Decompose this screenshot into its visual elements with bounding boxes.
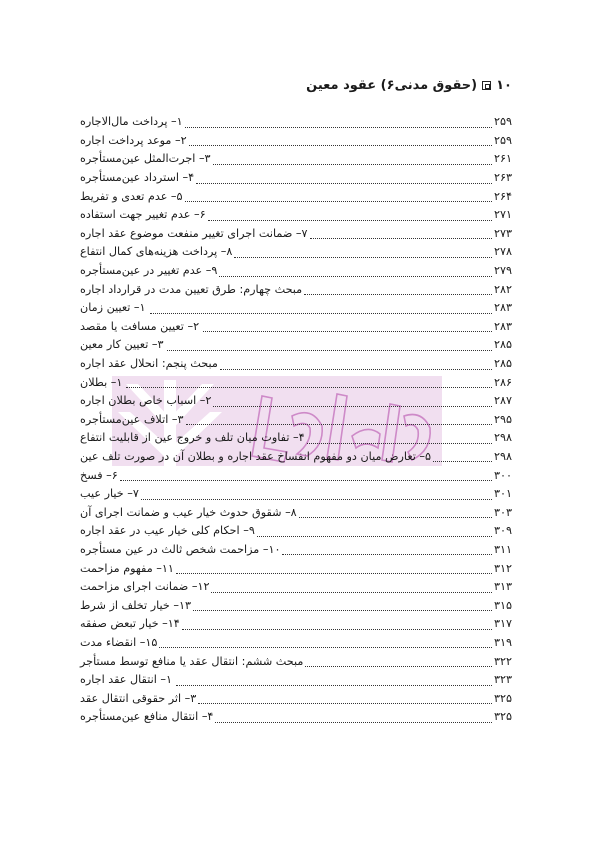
toc-entry[interactable]: ۸– شقوق حدوث خیار عیب و ضمانت اجرای آن ۳۰۳ [80,503,520,522]
page-ref: ۲۹۵ [494,412,513,426]
toc-entry[interactable]: ۷– خیار عیب ۳۰۱ [80,485,520,504]
dot-leader [198,693,492,704]
toc-entry[interactable]: ۲– اسباب خاص بطلان اجاره ۲۸۷ [80,392,520,411]
dot-leader [213,396,492,407]
page-ref: ۳۲۳ [494,673,513,687]
page-ref: ۳۲۲ [494,654,513,668]
toc-entry[interactable]: ۵– عدم تعدی و تفریط ۲۶۴ [80,187,520,206]
page-ref: ۳۱۹ [494,635,513,649]
toc-entry[interactable]: ۱– بطلان ۲۸۶ [80,373,520,392]
page-ref: ۲۶۴ [494,189,513,203]
dot-leader [219,266,492,277]
page-ref: ۲۸۳ [494,319,513,333]
page-ref: ۳۱۲ [494,561,513,575]
dot-leader [167,340,492,351]
toc-entry[interactable]: ۱۱– مفهوم مزاحمت ۳۱۲ [80,559,520,578]
page-ref: ۲۶۱ [494,152,513,166]
dot-leader [185,191,492,202]
dot-leader [257,526,492,537]
toc-entry[interactable]: ۱۴– خیار تبعض صفقه ۳۱۷ [80,615,520,634]
dot-leader [203,321,492,332]
page-ref: ۲۷۹ [494,264,513,278]
page-ref: ۲۵۹ [494,133,513,147]
page-ref: ۲۷۳ [494,226,513,240]
page-ref: ۲۸۵ [494,357,513,371]
page-ref: ۲۹۸ [494,431,513,445]
dot-leader [193,600,492,611]
table-of-contents [80,113,520,727]
page-number: ۱۰ [496,78,512,93]
square-ornament-icon [482,81,491,90]
toc-entry[interactable]: ۸– پرداخت هزینه‌های کمال انتفاع ۲۷۸ [80,243,520,262]
toc-entry[interactable]: ۶– فسخ ۳۰۰ [80,466,520,485]
dot-leader [234,247,492,258]
toc-entry[interactable]: ۱– پرداخت مال‌الاجاره ۲۵۹ [80,113,520,132]
dot-leader [282,544,492,555]
page-ref: ۲۸۲ [494,282,513,296]
toc-section-heading[interactable]: مبحث ششم: انتقال عقد یا منافع توسط مستأجر ۳۲۲ [80,652,520,671]
page-ref: ۳۲۵ [494,710,513,724]
page-ref: ۲۸۶ [494,375,513,389]
page-ref: ۲۸۳ [494,301,513,315]
page-ref: ۳۱۵ [494,598,513,612]
toc-entry[interactable]: ۲– موعد پرداخت اجاره ۲۵۹ [80,132,520,151]
book-title: (حقوق مدنی۶) عقود معین [306,78,478,93]
page-ref: ۳۱۳ [494,580,513,594]
toc-entry[interactable]: ۳– اثر حقوقی انتقال عقد ۳۲۵ [80,689,520,708]
page-ref: ۳۰۰ [494,468,513,482]
dot-leader [310,228,492,239]
dot-leader [176,675,492,686]
page-ref: ۳۱۱ [494,542,513,556]
toc-entry[interactable]: ۴– تفاوت میان تلف و خروج عین از قابلیت انتفاع ۲۹۸ [80,429,520,448]
page-ref: ۳۱۷ [494,617,513,631]
page-ref: ۲۷۱ [494,208,513,222]
toc-entry[interactable]: ۹– احکام کلی خیار عیب در عقد اجاره ۳۰۹ [80,522,520,541]
dot-leader [141,489,492,500]
dot-leader [189,135,492,146]
toc-section-heading[interactable]: مبحث چهارم: طرق تعیین مدت در قرارداد اجاره ۲۸۲ [80,280,520,299]
dot-leader [208,210,492,221]
page-ref: ۲۹۸ [494,449,513,463]
page-ref: ۲۷۸ [494,245,513,259]
dot-leader [304,284,492,295]
dot-leader [150,303,492,314]
dot-leader [120,470,492,481]
toc-entry[interactable]: ۱– انتقال عقد اجاره ۳۲۳ [80,671,520,690]
toc-entry[interactable]: ۴– استرداد عین‌مستأجره ۲۶۳ [80,169,520,188]
toc-entry[interactable]: ۳– اتلاف عین‌مستأجره ۲۹۵ [80,411,520,430]
page-ref: ۲۸۷ [494,394,513,408]
dot-leader [213,154,492,165]
toc-entry[interactable]: ۶– عدم تغییر جهت استفاده ۲۷۱ [80,206,520,225]
dot-leader [159,637,492,648]
toc-entry[interactable]: ۳– تعیین کار معین ۲۸۵ [80,336,520,355]
dot-leader [299,507,492,518]
page-ref: ۲۵۹ [494,115,513,129]
dot-leader [126,377,492,388]
dot-leader [220,359,492,370]
toc-entry[interactable]: ۳– اجرت‌المثل عین‌مستأجره ۲۶۱ [80,150,520,169]
dot-leader [307,433,492,444]
toc-entry[interactable]: ۷– ضمانت اجرای تغییر منفعت موضوع عقد اجاره ۲۷۳ [80,225,520,244]
toc-entry[interactable]: ۴– انتقال منافع عین‌مستأجره ۳۲۵ [80,708,520,727]
toc-entry[interactable]: ۱۳– خیار تخلف از شرط ۳۱۵ [80,596,520,615]
toc-entry[interactable]: ۱۲– ضمانت اجرای مزاحمت ۳۱۳ [80,578,520,597]
toc-section-heading[interactable]: مبحث پنجم: انحلال عقد اجاره ۲۸۵ [80,355,520,374]
page-ref: ۳۰۱ [494,487,513,501]
dot-leader [185,117,492,128]
dot-leader [196,173,492,184]
running-header [306,78,512,93]
dot-leader [215,712,492,723]
toc-entry[interactable]: ۵– تعارض میان دو مفهوم انفساخ عقد اجاره و بطلان آن در صورت تلف عین ۲۹۸ [80,448,520,467]
page-ref: ۳۰۳ [494,505,513,519]
dot-leader [211,582,492,593]
toc-entry[interactable]: ۹– عدم تغییر در عین‌مستأجره ۲۷۹ [80,262,520,281]
page-ref: ۳۲۵ [494,691,513,705]
dot-leader [176,563,492,574]
dot-leader [305,656,492,667]
page-ref: ۲۶۳ [494,171,513,185]
dot-leader [182,619,492,630]
toc-entry[interactable]: ۱– تعیین زمان ۲۸۳ [80,299,520,318]
page-ref: ۳۰۹ [494,524,513,538]
toc-entry[interactable]: ۱۵– انقضاء مدت ۳۱۹ [80,634,520,653]
toc-entry[interactable]: ۲– تعیین مسافت یا مقصد ۲۸۳ [80,318,520,337]
page-ref: ۲۸۵ [494,338,513,352]
toc-entry[interactable]: ۱۰– مزاحمت شخص ثالث در عین مستأجره ۳۱۱ [80,541,520,560]
dot-leader [186,414,493,425]
dot-leader [433,451,492,462]
